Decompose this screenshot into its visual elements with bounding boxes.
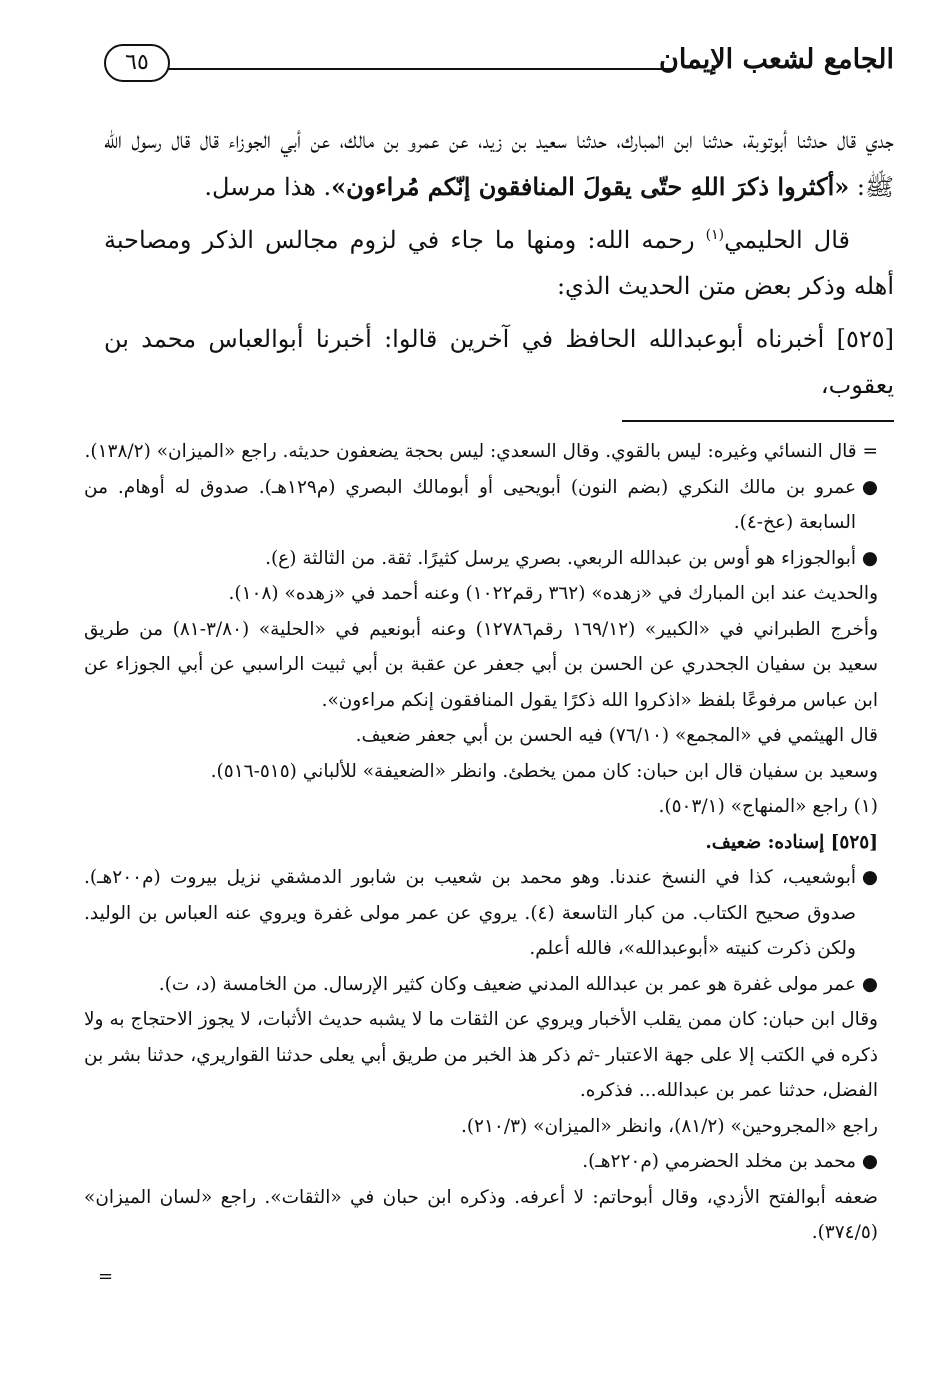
footnote-text: محمد بن مخلد الحضرمي (م٢٢٠هـ). — [582, 1151, 856, 1172]
footnote-text: عمر مولى غفرة هو عمر بن عبدالله المدني ضعيف وكان كثير الإرسال. من الخامسة (د، ت). — [158, 973, 856, 995]
paragraph-text: رحمه الله: ومنها ما جاء في لزوم مجالس الذكر ومصاحبة أهله وذكر بعض متن الحديث الذي: — [104, 226, 894, 300]
footnote-reference: (١) — [705, 227, 725, 243]
footnote-line: والحديث عند ابن المبارك في «زهده» (٣٦٢ رقم١٠٢٢) وعنه أحمد في «زهده» (١٠٨). — [228, 583, 878, 604]
paragraph-text: جدي قال حدثنا أبوتوبة، حدثنا ابن المبارك، حدثنا سعيد بن زيد، عن عمرو بن مالك، عن أبي الجوزاء قال قال رسول الله ﷺ: — [104, 126, 894, 201]
footnote-bullet-item — [84, 967, 878, 1003]
footnote-text: عمرو بن مالك النكري (بضم النون) أبويحيى أو أبومالك البصري (م١٢٩هـ). صدوق له أوهام. من السابعة (عخ-٤). — [84, 476, 856, 533]
paragraph-end: . هذا مرسل. — [204, 172, 332, 201]
footnote-line: ضعفه أبوالفتح الأزدي، وقال أبوحاتم: لا أعرفه. وذكره ابن حبان في «الثقات». راجع «لسان الميزان» (٣٧٤/٥). — [84, 1186, 878, 1243]
footnote-line: وسعيد بن سفيان قال ابن حبان: كان ممن يخطئ. وانظر «الضعيفة» للألباني (٥١٥-٥١٦). — [210, 760, 878, 782]
paragraph-text: قال الحليمي — [724, 226, 850, 254]
bullet-icon: ● — [861, 1151, 878, 1172]
footnotes — [84, 434, 878, 1251]
footnote-line: وأخرج الطبراني في «الكبير» (١٦٩/١٢ رقم١٢٧٨٦) وعنه أبونعيم في «الحلية» (٣/٨٠-٨١) من طريق سعيد بن سفيان الجحدري عن الحسن بن أبي جعفر عن عقبة بن أبي ثبيت الراسبي عن أبي الجوزاء عن ابن عباس مرفوعًا بلفظ «اذكروا الله ذكرًا يقول المنافقون إنكم مراءون». — [84, 618, 879, 711]
main-paragraph-1 — [104, 118, 894, 210]
page-header — [104, 38, 894, 88]
footnote-bullet-item — [84, 470, 878, 541]
main-paragraph-3: [٥٢٥] أخبرناه أبوعبدالله الحافظ في آخرين قالوا: أخبرنا أبوالعباس محمد بن يعقوب، — [104, 325, 894, 399]
page-number: ٦٥ — [104, 44, 170, 82]
footnote-line: (١) راجع «المنهاج» (٥٠٣/١). — [658, 796, 878, 817]
footnote-bullet-item — [84, 541, 878, 577]
footnote-separator — [622, 420, 894, 422]
main-paragraph-2 — [104, 218, 894, 309]
footnote-line: = قال النسائي وغيره: ليس بالقوي. وقال السعدي: ليس بحجة يضعفون حديثه. راجع «الميزان» (١٣٨/٢). — [84, 441, 878, 462]
footnote-section-head: [٥٢٥] إسناده: ضعيف. — [705, 831, 878, 853]
bullet-icon: ● — [861, 867, 878, 888]
footnote-line: قال الهيثمي في «المجمع» (٧٦/١٠) فيه الحسن بن أبي جعفر ضعيف. — [355, 725, 878, 746]
bullet-icon: ● — [861, 973, 878, 995]
hadith-quote: «أكثروا ذكرَ اللهِ حتّى يقولَ المنافقون إنّكم مُراءون» — [331, 171, 850, 201]
footnote-line: راجع «المجروحين» (٨١/٢)، وانظر «الميزان» (٢١٠/٣). — [460, 1115, 878, 1137]
footnote-bullet-item — [84, 1144, 878, 1180]
bullet-icon: ● — [861, 476, 878, 498]
continuation-mark: = — [98, 1266, 114, 1287]
footnote-text: أبوشعيب، كذا في النسخ عندنا. وهو محمد بن شعيب بن شابور الدمشقي نزيل بيروت (م٢٠٠هـ). صدوق صحيح الكتاب. من كبار التاسعة (٤). يروي عن عمر مولى غفرة ويروي عنه العباس بن الوليد. ولكن ذكرت كنيته «أبوعبدالله»، فالله أعلم. — [84, 867, 856, 959]
bullet-icon: ● — [861, 547, 878, 569]
header-rule — [164, 68, 672, 70]
running-title: الجامع لشعب الإيمان — [659, 44, 894, 75]
footnote-text: أبوالجوزاء هو أوس بن عبدالله الربعي. بصري يرسل كثيرًا. ثقة. من الثالثة (ع). — [265, 547, 856, 569]
main-text — [104, 118, 894, 408]
footnote-line: وقال ابن حبان: كان ممن يقلب الأخبار ويروي عن الثقات ما لا يشبه حديث الأثبات، لا يجوز الاحتجاج به ولا ذكره في الكتب إلا على جهة الاعتبار -ثم ذكر هذ الخبر من طريق أبي يعلى حدثنا القواريري، حدثنا بشر بن الفضل، حدثنا عمر بن عبدالله... فذكره. — [84, 1009, 878, 1101]
footnote-bullet-item — [84, 860, 878, 967]
